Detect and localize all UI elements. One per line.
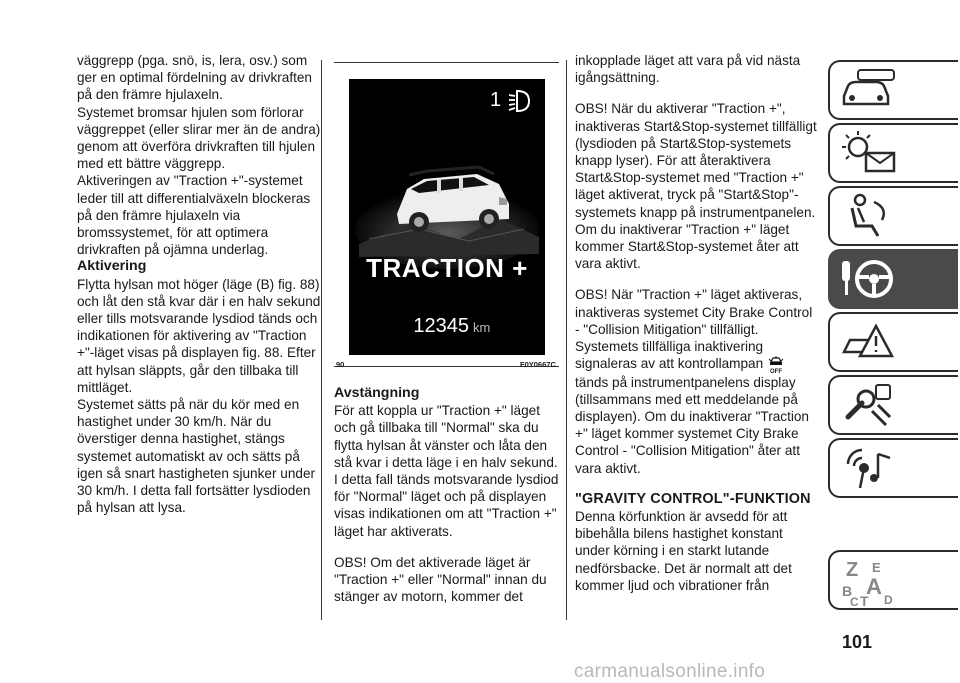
index-letters-icon: [838, 556, 918, 606]
tab-breakdown-warning[interactable]: [828, 312, 958, 372]
heading-aktivering: Aktivering: [77, 258, 147, 275]
odometer-value: 12345: [413, 315, 469, 337]
svg-text:C: C: [850, 595, 859, 606]
collision-mitigation-off-icon: [767, 356, 785, 374]
dashboard-display-figure: [349, 79, 545, 355]
svg-text:A: A: [866, 574, 882, 599]
multimedia-icon: [838, 444, 898, 492]
column-divider: [566, 60, 567, 620]
paragraph: OBS! Om det aktiverade läget är "Traction +" eller "Normal" innan du stänger av motorn, kommer det: [334, 554, 547, 605]
tab-key-steering-wheel[interactable]: [828, 249, 958, 309]
maintenance-wrench-icon: [838, 381, 898, 429]
gear-indicator: 1: [490, 89, 502, 111]
paragraph: Systemet bromsar hjulen som förlorar väggreppet (eller slirar mer än de andra) genom att överföra drivkraften till hjulen med ett bättre väggrepp.: [77, 104, 321, 172]
paragraph: väggrepp (pga. snö, is, lera, osv.) som ger en optimal fördelning av drivkraften på den främre hjulaxeln.: [77, 53, 312, 103]
figure-number: 90: [336, 360, 345, 369]
svg-text:T: T: [860, 593, 869, 606]
tab-lights-message[interactable]: [828, 123, 958, 183]
text-column-left: [77, 52, 322, 516]
paragraph: Denna körfunktion är avsedd för att bibehålla bilens hastighet konstant under körning i en starkt lutande nedförsbacke. Det är normalt att det kommer ljud och vibrationer från: [575, 509, 792, 593]
text-column-right: [575, 52, 818, 594]
lights-message-icon: [838, 129, 898, 177]
watermark: carmanualsonline.info: [574, 661, 766, 682]
tab-car-dashboard[interactable]: [828, 60, 958, 120]
paragraph: [575, 286, 818, 476]
car-dashboard-icon: [838, 66, 898, 114]
figure-code: F0Y0667C: [520, 360, 556, 369]
page-number: 101: [842, 632, 873, 652]
tab-maintenance[interactable]: [828, 375, 958, 435]
figure-top-rule: [334, 62, 559, 63]
svg-text:OFF: OFF: [769, 368, 782, 374]
svg-text:E: E: [872, 560, 881, 575]
paragraph-text: tänds på instrumentpanelens display (tillsammans med ett meddelande på displayen). Om du inaktiverar "Traction +" läget kommer systemet City Brake Control - "Collision Mitigation" åter att vara aktivt.: [575, 374, 809, 476]
paragraph: Flytta hylsan mot höger (läge (B) fig. 88) och låt den stå kvar där i en halv sekund eller tills motsvarande lysdiod tänds och indikationen för aktivering av "Traction +"-läget visas på displayen fig. 88. Efter att hylsan släppts, går den tillbaka till mittläget.: [77, 276, 321, 395]
paragraph: inkopplade läget att vara på vid nästa igångsättning.: [575, 53, 801, 86]
tab-seat-airbag[interactable]: [828, 186, 958, 246]
paragraph: Aktiveringen av "Traction +"-systemet leder till att differentialväxeln blockeras på den främre hjulaxeln via bromssystemet, för att optimera drivkraften på ojämna underlag.: [77, 173, 311, 258]
tab-index[interactable]: [828, 550, 958, 610]
svg-text:Z: Z: [846, 559, 859, 581]
traction-title: TRACTION +: [366, 253, 528, 283]
text-column-middle: [334, 385, 561, 605]
paragraph: Systemet sätts på när du kör med en hastighet under 30 km/h. När du överstiger denna hastighet, stängs systemet automatiskt av och sätts på igen så snart hastigheten sjunker under 30 km/h. I detta fall fortsätter lysdioden på hylsan att lysa.: [77, 397, 316, 516]
svg-text:B: B: [842, 583, 853, 599]
paragraph: OBS! När du aktiverar "Traction +", inaktiveras Start&Stop-systemet tillfälligt (lysdioden på Start&Stop-systemets knapp lyser). För att återaktivera Start&Stop-systemet med "Traction +" läget aktiverat, tryck på "Start&Stop"-systemets knapp på instrumentpanelen. Om du inaktiverar "Traction +" läget kommer Start&Stop-systemet åter att vara aktivt.: [575, 101, 817, 272]
odometer-unit: km: [473, 320, 491, 335]
paragraph-text: OBS! När "Traction +" läget aktiveras, inaktiveras systemet City Brake Control - "Collision Mitigation" tillfälligt. Systemets tillfälliga inaktivering signaleras av att kontrollampan: [575, 287, 813, 372]
paragraph: För att koppla ur "Traction +" läget och gå tillbaka till "Normal" ska du flytta hylsan åt vänster och låta den stå kvar i detta läge i en halv sekund. I detta fall tänds motsvarande lysdiod för "Normal" läget och på displayen visas indikationen om att "Traction +" läget har aktiverats.: [334, 403, 559, 539]
svg-text:D: D: [884, 593, 893, 606]
key-steering-wheel-icon: [838, 255, 898, 303]
column-divider: [321, 60, 322, 620]
heading-gravity-control: "GRAVITY CONTROL"-FUNKTION: [575, 490, 811, 507]
tab-multimedia[interactable]: [828, 438, 958, 498]
seat-airbag-icon: [838, 192, 898, 240]
breakdown-warning-icon: [838, 318, 898, 366]
heading-avstangning: Avstängning: [334, 385, 420, 401]
traction-display-image: [349, 79, 545, 355]
